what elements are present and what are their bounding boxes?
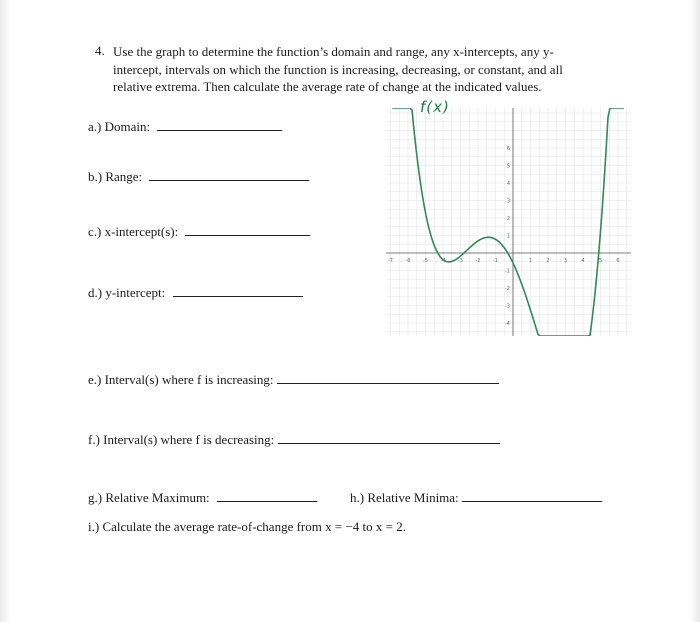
range-answer-line[interactable] — [149, 169, 309, 181]
function-graph — [386, 108, 631, 336]
x-tick-label: 2 — [546, 258, 550, 264]
y-tick-label: 5 — [506, 163, 510, 170]
graph-tick-labels — [388, 146, 620, 327]
item-decreasing-label: f.) Interval(s) where f is decreasing: — [88, 432, 275, 447]
item-domain — [88, 118, 282, 135]
y-intercept-answer-line[interactable] — [173, 285, 303, 297]
y-tick-label: 4 — [506, 181, 510, 187]
item-relative-min — [350, 489, 602, 506]
increasing-answer-line[interactable] — [277, 372, 499, 384]
graph-label: f(x) — [420, 98, 450, 116]
x-tick-label: 6 — [616, 258, 620, 264]
function-curve — [392, 108, 624, 336]
y-tick-label: 2 — [506, 216, 510, 222]
page-edge-left — [0, 0, 10, 622]
y-tick-label: 3 — [506, 198, 510, 205]
item-domain-label: a.) Domain: — [88, 119, 151, 134]
relative-max-answer-line[interactable] — [217, 490, 317, 502]
x-tick-label: -5 — [423, 258, 428, 264]
item-y-intercept-label: d.) y-intercept: — [88, 285, 166, 300]
x-tick-label: 5 — [598, 258, 603, 264]
y-tick-label: -2 — [505, 286, 510, 292]
y-tick-label: 6 — [506, 146, 510, 152]
x-tick-label: -3 — [458, 258, 463, 264]
relative-min-answer-line[interactable] — [462, 490, 602, 502]
x-tick-label: -2 — [475, 258, 481, 264]
item-range — [88, 168, 309, 185]
item-relative-max-label: g.) Relative Maximum: — [88, 490, 210, 505]
x-tick-label: -1 — [493, 258, 498, 264]
item-x-intercepts-label: c.) x-intercept(s): — [88, 224, 179, 239]
x-tick-label: 4 — [581, 258, 585, 264]
domain-answer-line[interactable] — [157, 119, 282, 131]
x-tick-label: -6 — [405, 258, 411, 264]
x-tick-label: -4 — [440, 258, 446, 264]
question-number: 4. — [95, 43, 105, 58]
item-increasing-label: e.) Interval(s) where f is increasing: — [88, 372, 274, 387]
question-prompt: Use the graph to determine the function’s domain and range, any x-intercepts, any y-intercept, intervals on which the function is increasing, decreasing, or constant, and all relative extrema. Then calculate the average rate of change at the indicated values. — [113, 44, 563, 94]
item-relative-min-label: h.) Relative Minima: — [350, 490, 459, 505]
item-relative-max — [88, 489, 317, 506]
item-range-label: b.) Range: — [88, 169, 143, 184]
y-tick-label: -3 — [505, 303, 510, 310]
y-tick-label: 1 — [506, 233, 510, 240]
x-intercepts-answer-line[interactable] — [185, 224, 310, 236]
page-edge-right — [690, 0, 700, 622]
x-tick-label: 3 — [563, 258, 568, 264]
x-tick-label: 1 — [528, 258, 533, 264]
y-tick-label: -4 — [505, 321, 510, 327]
y-tick-label: -1 — [505, 268, 510, 275]
item-decreasing — [88, 431, 500, 448]
x-tick-label: -7 — [388, 258, 393, 264]
item-x-intercepts — [88, 223, 310, 240]
item-rate-of-change: i.) Calculate the average rate-of-change from x = −4 to x = 2. — [88, 519, 406, 534]
item-increasing — [88, 371, 499, 388]
decreasing-answer-line[interactable] — [278, 432, 500, 444]
item-y-intercept — [88, 284, 303, 301]
